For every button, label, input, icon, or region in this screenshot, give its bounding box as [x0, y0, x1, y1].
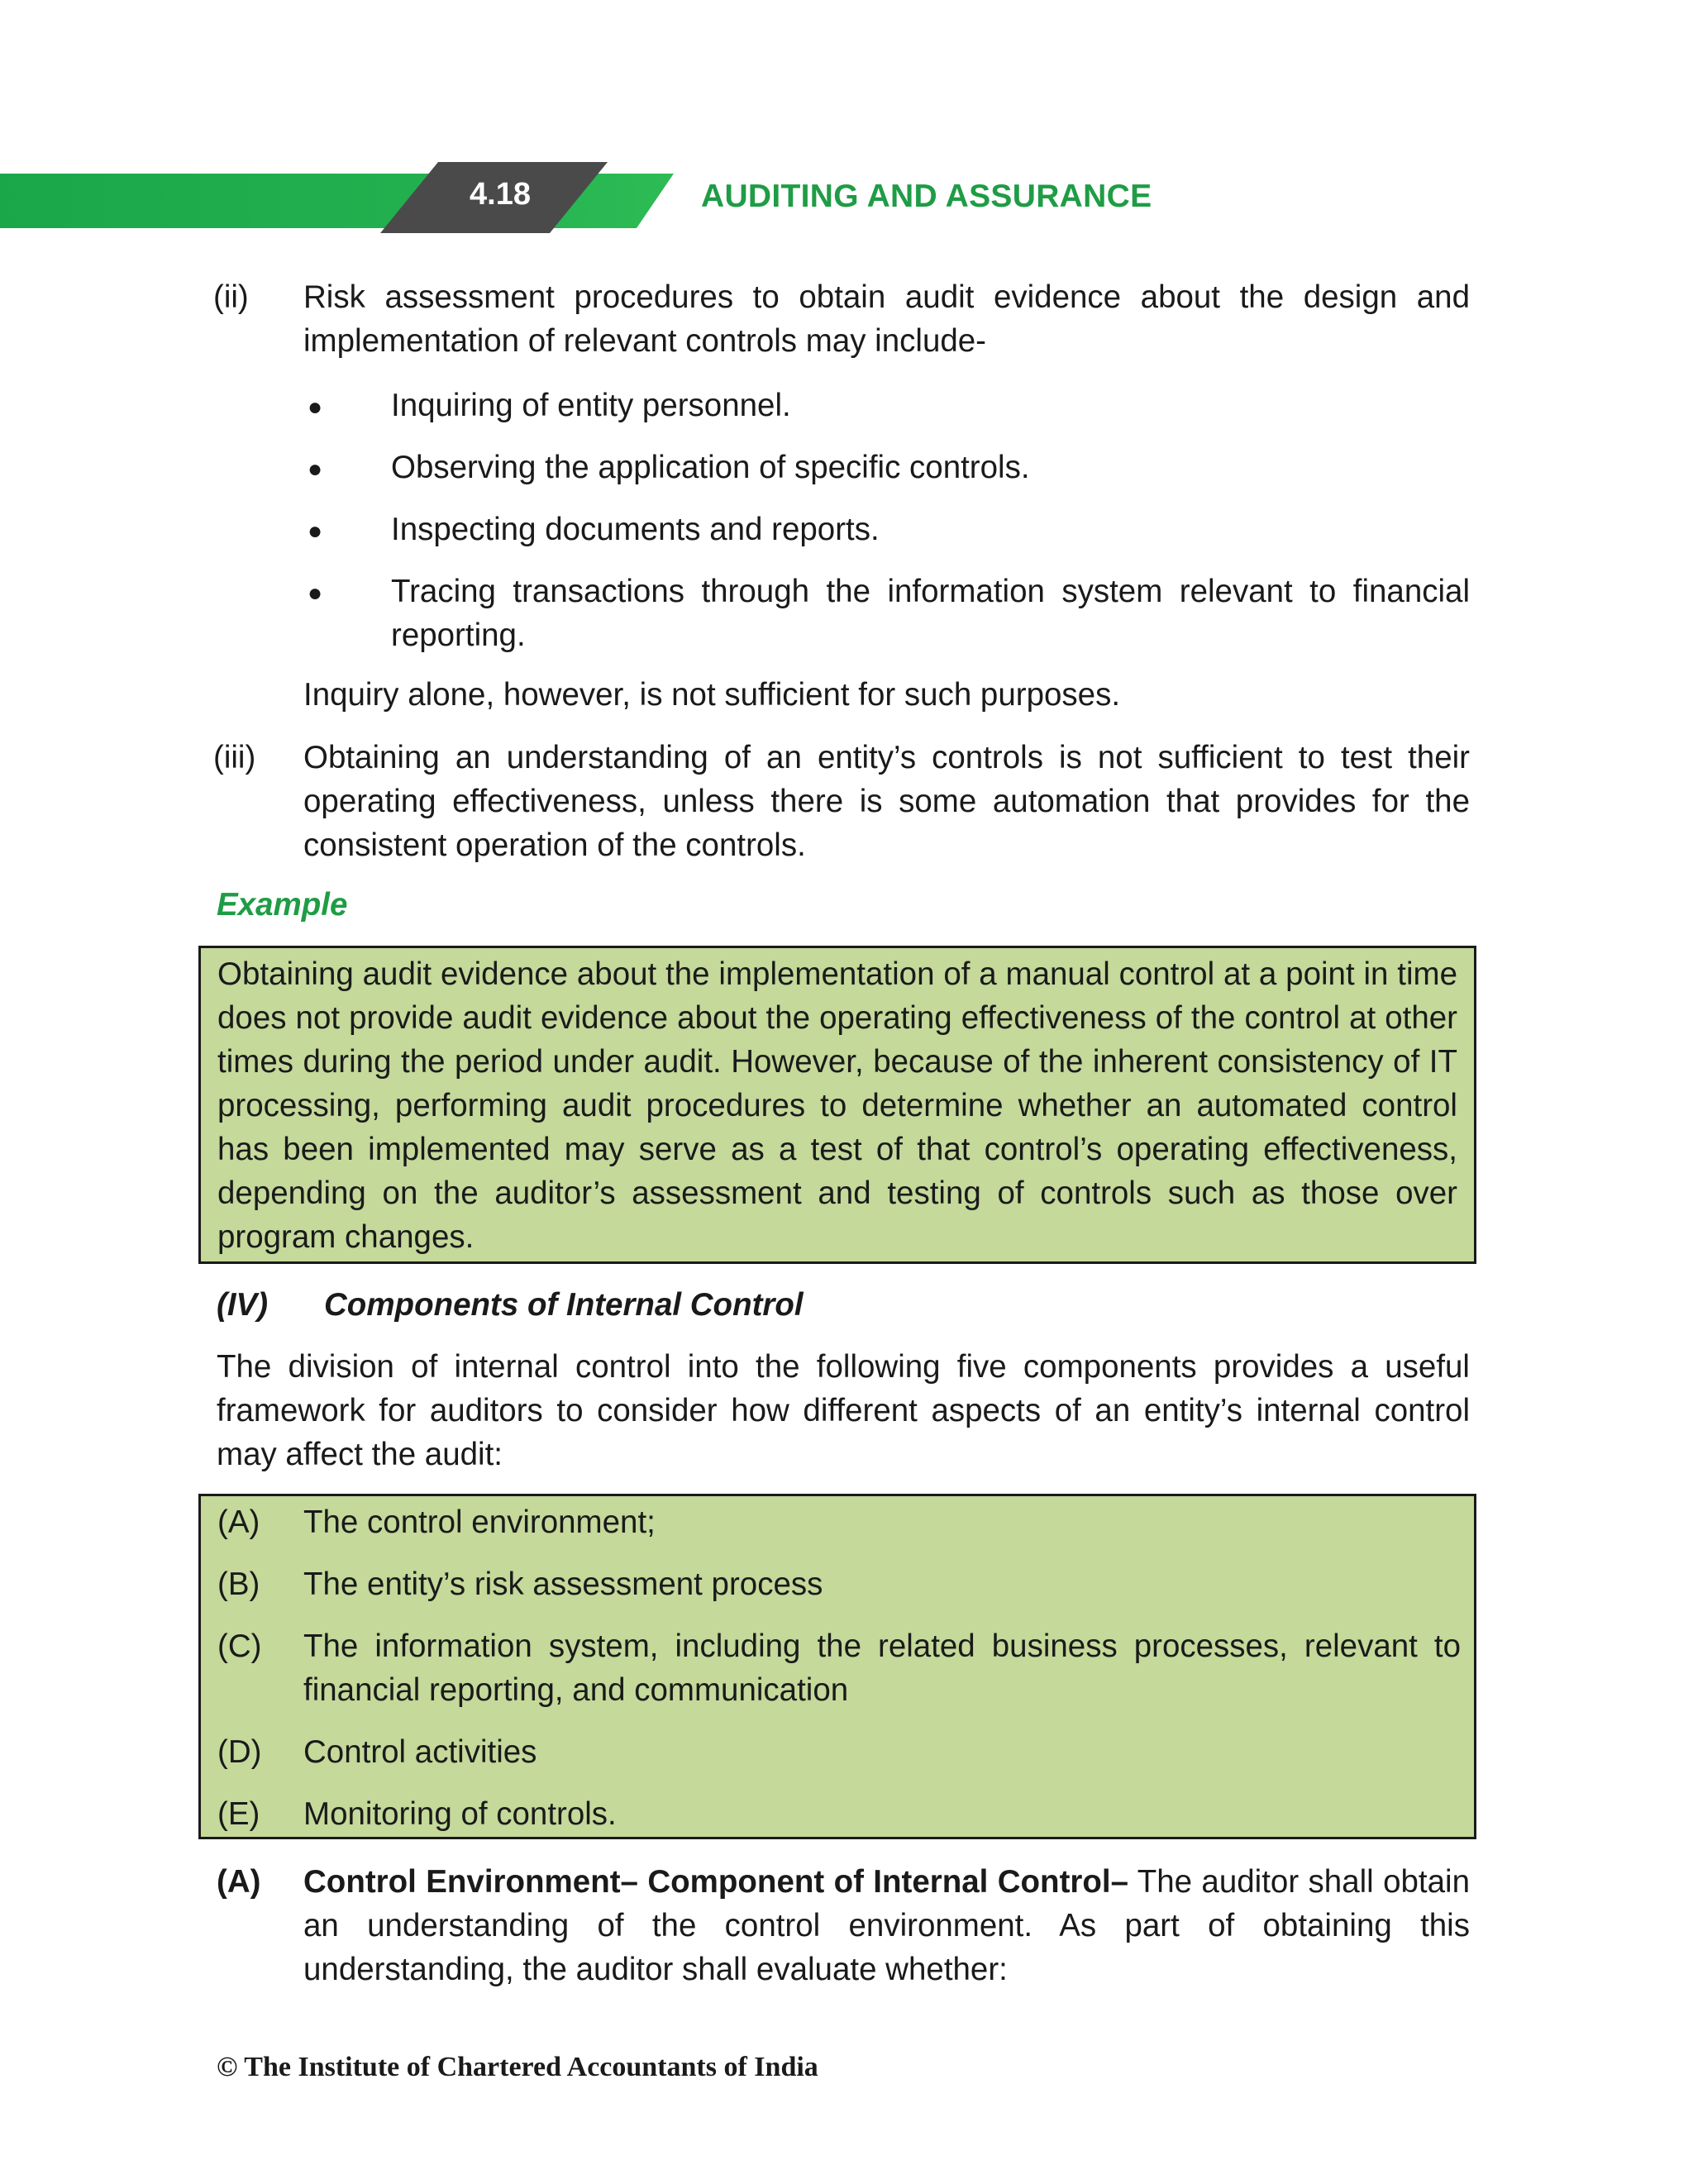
copyright-footer: © The Institute of Chartered Accountants of India [217, 2052, 818, 2082]
component-text: The control environment; [303, 1504, 656, 1540]
component-label: (D) [217, 1734, 262, 1770]
section-a-heading: Control Environment– Component of Internal Control– [303, 1864, 1129, 1900]
component-label: (C) [217, 1628, 262, 1664]
section-a-label: (A) [217, 1864, 261, 1900]
components-box [198, 1494, 1476, 1839]
section-iv-title: Components of Internal Control [324, 1287, 804, 1323]
bullet-icon: ● [308, 455, 323, 483]
bullet-item-1: Inquiring of entity personnel. [391, 388, 791, 423]
item-ii-text: Risk assessment procedures to obtain audit evidence about the design and implementation of relevant controls may include- [303, 279, 1470, 359]
bullet-item-3: Inspecting documents and reports. [391, 512, 880, 547]
section-a-text: The auditor shall obtain an understanding of the control environment. As part of obtaining this understanding, the auditor shall evaluate whether: [303, 1864, 1470, 1987]
bullet-item-4: Tracing transactions through the information system relevant to financial reporting. [391, 574, 1470, 653]
component-text: The entity’s risk assessment process [303, 1566, 823, 1602]
bullet-icon: ● [308, 579, 323, 607]
bullet-icon: ● [308, 517, 323, 545]
component-label: (E) [217, 1796, 260, 1832]
item-ii-label: (ii) [213, 279, 249, 315]
example-box [198, 946, 1476, 1264]
item-iii-label: (iii) [213, 740, 256, 775]
bullet-item-2: Observing the application of specific controls. [391, 450, 1030, 485]
section-a-paragraph [303, 1860, 1470, 1991]
bullet-icon: ● [308, 393, 323, 421]
section-iv-label: (IV) [217, 1287, 269, 1323]
chapter-title: AUDITING AND ASSURANCE [701, 179, 1152, 214]
component-label: (B) [217, 1566, 260, 1602]
example-text: Obtaining audit evidence about the implementation of a manual control at a point in time does not provide audit evidence about the operating effectiveness of the control at other times during the period under audit. However, because of the inherent consistency of IT processing, performing audit procedures to determine whether an automated control has been implemented may serve as a test of that control’s operating effectiveness, depending on the auditor’s assessment and testing of controls such as those over program changes. [217, 956, 1457, 1255]
component-text: Control activities [303, 1734, 537, 1770]
item-ii-note: Inquiry alone, however, is not sufficient for such purposes. [303, 677, 1121, 713]
example-title: Example [217, 887, 348, 923]
item-iii-text: Obtaining an understanding of an entity’s controls is not sufficient to test their operating effectiveness, unless there is some automation that provides for the consistent operation of the controls. [303, 740, 1470, 863]
component-label: (A) [217, 1504, 260, 1540]
page-number: 4.18 [470, 177, 531, 212]
component-text: The information system, including the related business processes, relevant to financial reporting, and communication [303, 1628, 1461, 1708]
section-iv-intro: The division of internal control into the following five components provides a useful framework for auditors to consider how different aspects of an entity’s internal control may affect the audit: [217, 1349, 1470, 1472]
component-text: Monitoring of controls. [303, 1796, 617, 1832]
